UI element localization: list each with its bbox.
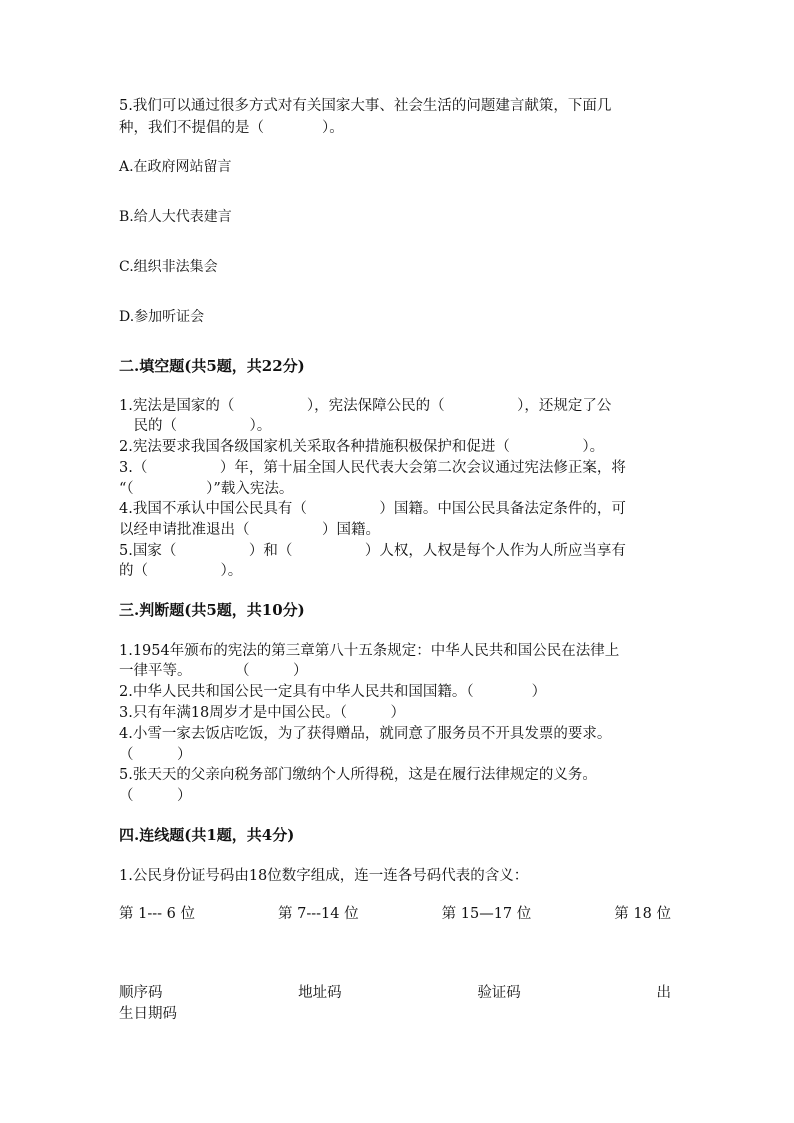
section-4-heading: 四.连线题(共1题，共4分) bbox=[119, 826, 295, 844]
judge-line: 4.小雪一家去饭店吃饭，为了获得赠品，就同意了服务员不开具发票的要求。 bbox=[119, 726, 612, 742]
judge-line: （ ） bbox=[119, 747, 192, 763]
matching-question: 1.公民身份证号码由18位数字组成，连一连各号码代表的含义： bbox=[119, 868, 529, 884]
match-item-top[interactable]: 第 1--- 6 位 bbox=[119, 906, 195, 922]
fill-line: 5.国家（ ）和（ ）人权，人权是每个人作为人所应当享有 bbox=[119, 543, 626, 559]
fill-line: 1.宪法是国家的（ ），宪法保障公民的（ ），还规定了公 bbox=[119, 398, 612, 414]
question-5-line-1: 5.我们可以通过很多方式对有关国家大事、社会生活的问题建言献策，下面几 bbox=[119, 98, 612, 114]
fill-line: 3.（ ）年，第十届全国人民代表大会第二次会议通过宪法修正案，将 bbox=[119, 460, 626, 476]
section-2-heading: 二.填空题(共5题，共22分) bbox=[119, 357, 305, 375]
section-3-heading: 三.判断题(共5题，共10分) bbox=[119, 601, 305, 619]
fill-line: 4.我国不承认中国公民具有（ ）国籍。中国公民具备法定条件的，可 bbox=[119, 501, 626, 517]
fill-line: 的（ ）。 bbox=[119, 563, 243, 579]
match-item-top[interactable]: 第 7---14 位 bbox=[278, 906, 359, 922]
fill-line: 以经申请批准退出（ ）国籍。 bbox=[119, 522, 380, 538]
option-b: B.给人大代表建言 bbox=[119, 209, 232, 225]
option-c: C.组织非法集会 bbox=[119, 259, 218, 275]
match-item-top[interactable]: 第 18 位 bbox=[614, 906, 671, 922]
judge-line: 5.张天天的父亲向税务部门缴纳个人所得税，这是在履行法律规定的义务。 bbox=[119, 767, 597, 783]
fill-line: “（ ）”载入宪法。 bbox=[119, 481, 294, 497]
judge-line: 3.只有年满18周岁才是中国公民。（ ） bbox=[119, 705, 406, 721]
matching-top-row bbox=[119, 904, 671, 924]
judge-line: （ ） bbox=[119, 788, 192, 804]
fill-line: 民的（ ）。 bbox=[119, 418, 272, 434]
match-item-bottom-wrap: 生日期码 bbox=[119, 1006, 177, 1022]
option-a: A.在政府网站留言 bbox=[119, 159, 232, 175]
question-5-line-2: 种，我们不提倡的是（ ）。 bbox=[119, 120, 344, 136]
fill-line: 2.宪法要求我国各级国家机关采取各种措施积极保护和促进（ ）。 bbox=[119, 439, 605, 455]
match-item-bottom[interactable]: 地址码 bbox=[298, 985, 342, 1001]
judge-line: 一律平等。 （ ） bbox=[119, 663, 308, 679]
option-d: D.参加听证会 bbox=[119, 309, 205, 325]
match-item-bottom[interactable]: 顺序码 bbox=[119, 985, 163, 1001]
match-item-bottom[interactable]: 出 bbox=[656, 985, 671, 1001]
match-item-top[interactable]: 第 15—17 位 bbox=[441, 906, 532, 922]
matching-bottom-row bbox=[119, 983, 671, 1003]
judge-line: 1.1954年颁布的宪法的第三章第八十五条规定：中华人民共和国公民在法律上 bbox=[119, 643, 620, 659]
match-item-bottom[interactable]: 验证码 bbox=[477, 985, 521, 1001]
judge-line: 2.中华人民共和国公民一定具有中华人民共和国国籍。（ ） bbox=[119, 684, 547, 700]
